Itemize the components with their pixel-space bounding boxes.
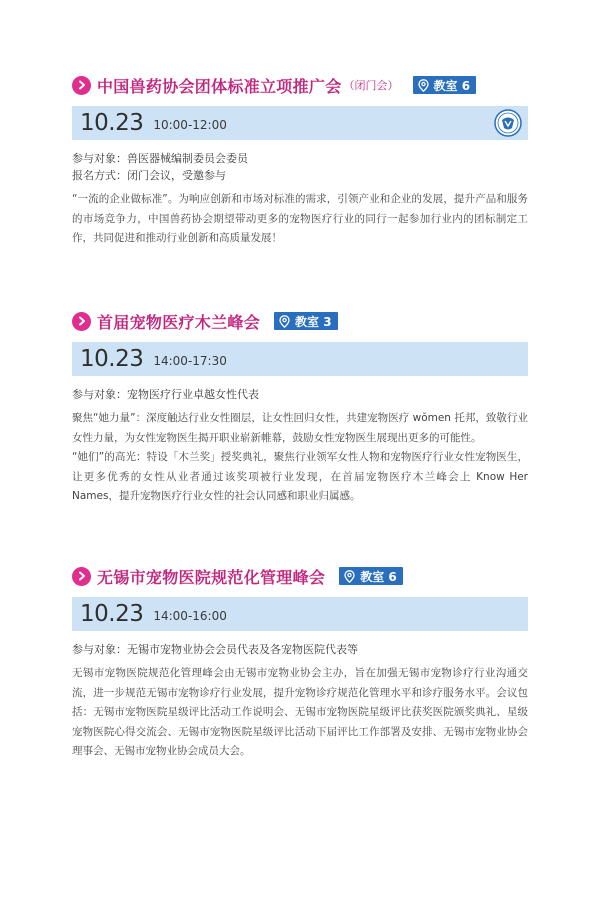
room-label: 教室 6 (360, 569, 397, 584)
chevron-right-icon (72, 567, 91, 586)
event-date: 10.23 (80, 601, 144, 627)
room-badge (274, 312, 338, 330)
event-time: 14:00-17:30 (153, 354, 227, 368)
time-bar (72, 106, 528, 140)
event-meta (72, 641, 528, 658)
event-title: 首届宠物医疗木兰峰会 (97, 312, 261, 332)
chevron-right-icon (72, 76, 91, 95)
event-title-note: （闭门会） (343, 79, 399, 92)
event-title-row (72, 565, 528, 587)
association-logo-icon (494, 109, 522, 137)
location-pin-icon (279, 315, 290, 328)
description-paragraph: 无锡市宠物医院规范化管理峰会由无锡市宠物业协会主办，旨在加强无锡市宠物诊疗行业沟通交流，进一步规范无锡市宠物诊疗行业发展，提升宠物诊疗规范化管理水平和诊疗服务水平。会议包括：无锡市宠物医院星级评比活动工作说明会、无锡市宠物医院星级评比获奖医院颁奖典礼、星级宠物医院心得交流会、无锡市宠物医院星级评比活动下届评比工作部署及安排、无锡市宠物业协会理事会、无锡市宠物业协会成员大会。 (72, 667, 528, 757)
time-bar (72, 342, 528, 376)
event-section-3 (72, 565, 528, 762)
event-time: 14:00-16:00 (153, 609, 227, 623)
event-date: 10.23 (80, 110, 144, 136)
event-description (72, 409, 528, 507)
meta-line: 参与对象：宠物医疗行业卓越女性代表 (72, 388, 259, 401)
chevron-right-icon (72, 312, 91, 331)
meta-line: 参与对象：兽医器械编制委员会委员 (72, 152, 248, 165)
description-paragraph: “一流的企业做标准”。为响应创新和市场对标准的需求，引领产业和企业的发展，提升产品和服务的市场竞争力，中国兽药协会期望带动更多的宠物医疗行业的同行一起参加行业内的团标制定工作，共同促进和推动行业创新和高质量发展！ (72, 193, 528, 244)
event-time: 10:00-12:00 (153, 118, 227, 132)
description-paragraph: 聚焦“她力量”：深度触达行业女性圈层，让女性回归女性，共建宠物医疗 wŏmen 托邦，致敬行业女性力量，为女性宠物医生揭开职业崭新帷幕，鼓励女性宠物医生展现出更多的可能性。 (72, 412, 528, 444)
event-title-row (72, 310, 528, 332)
time-bar (72, 597, 528, 631)
event-meta (72, 386, 528, 403)
event-section-2 (72, 310, 528, 507)
room-badge (339, 567, 403, 585)
event-date: 10.23 (80, 346, 144, 372)
event-title-row (72, 74, 528, 96)
event-title: 无锡市宠物医院规范化管理峰会 (97, 567, 326, 587)
location-pin-icon (418, 79, 429, 92)
event-title: 中国兽药协会团体标准立项推广会 (97, 76, 342, 96)
event-meta (72, 150, 528, 184)
room-label: 教室 3 (295, 314, 332, 329)
event-section-1 (72, 74, 528, 249)
description-paragraph: “她们”的高光：特设「木兰奖」授奖典礼，聚焦行业领军女性人物和宠物医疗行业女性宠物医生，让更多优秀的女性从业者通过该奖项被行业发现，在首届宠物医疗木兰峰会上 Know Her Names，提升宠物医疗行业女性的社会认同感和职业归属感。 (72, 451, 528, 502)
meta-line: 参与对象：无锡市宠物业协会会员代表及各宠物医院代表等 (72, 643, 358, 656)
room-label: 教室 6 (433, 78, 471, 93)
meta-line: 报名方式：闭门会议，受邀参与 (72, 169, 226, 182)
location-pin-icon (344, 570, 355, 583)
event-description (72, 190, 528, 249)
room-badge (413, 76, 477, 94)
event-description (72, 664, 528, 762)
